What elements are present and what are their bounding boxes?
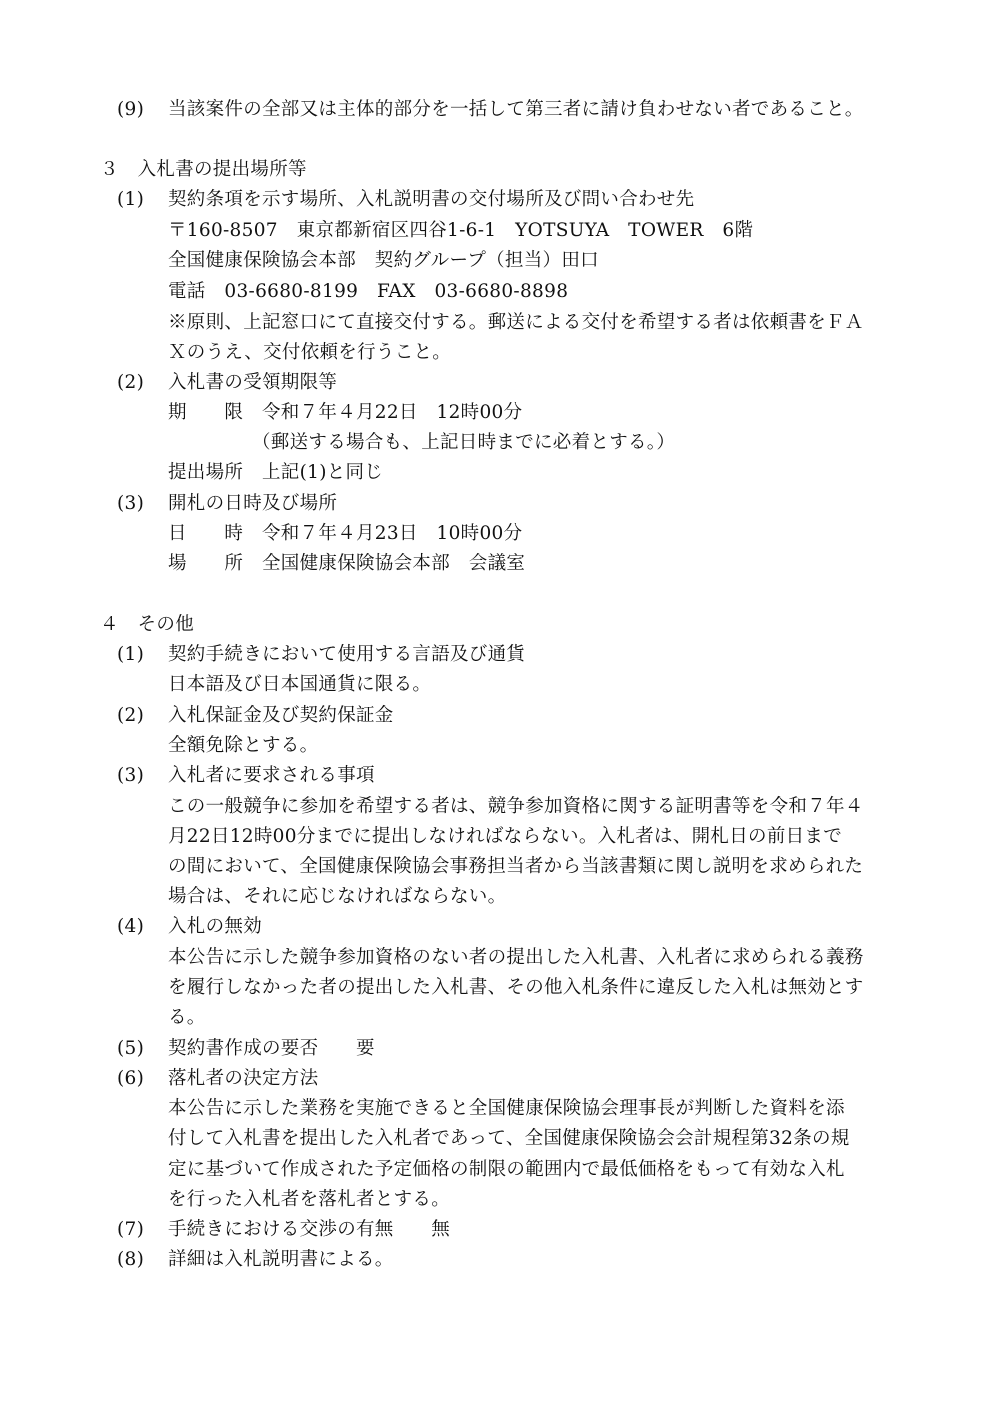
s4-item-2-number: (2) <box>117 705 145 726</box>
s4-item-3-number: (3) <box>117 765 145 786</box>
s4-item-5-number: (5) <box>117 1038 145 1059</box>
s3-item-3-title: 開札の日時及び場所 <box>168 493 338 514</box>
s4-item-6-line-3: 定に基づいて作成された予定価格の制限の範囲内で最低価格をもって有効な入札 <box>168 1159 845 1180</box>
s4-item-4-line-3: る。 <box>168 1007 206 1028</box>
s4-item-4-number: (4) <box>117 916 145 937</box>
s4-item-3-line-2: 月22日12時00分までに提出しなければならない。入札者は、開札日の前日まで <box>168 826 843 847</box>
item-9-number: (9) <box>117 99 145 120</box>
s4-item-6-title: 落札者の決定方法 <box>168 1068 319 1089</box>
s3-item-2-number: (2) <box>117 372 145 393</box>
s3-item-1-department: 全国健康保険協会本部 契約グループ（担当）田口 <box>168 250 599 271</box>
s3-item-2-title: 入札書の受領期限等 <box>168 372 338 393</box>
s4-item-4-title: 入札の無効 <box>168 916 263 937</box>
s3-item-1-address: 〒160-8507 東京都新宿区四谷1-6-1 YOTSUYA TOWER 6階 <box>168 220 754 241</box>
s3-item-2-deadline: 期 限 令和７年４月22日 12時00分 <box>168 402 523 423</box>
s4-item-6-number: (6) <box>117 1068 145 1089</box>
s3-item-3-datetime: 日 時 令和７年４月23日 10時00分 <box>168 523 523 544</box>
section-4-heading: ４ その他 <box>100 614 195 635</box>
s3-item-1-number: (1) <box>117 189 145 210</box>
s4-item-8-title: 詳細は入札説明書による。 <box>168 1249 394 1270</box>
s4-item-7-number: (7) <box>117 1219 145 1240</box>
s4-item-2-line-1: 全額免除とする。 <box>168 735 319 756</box>
s3-item-1-note-line-1: ※原則、上記窓口にて直接交付する。郵送による交付を希望する者は依頼書をＦＡ <box>168 312 864 333</box>
s4-item-1-line-1: 日本語及び日本国通貨に限る。 <box>168 674 432 695</box>
s3-item-1-note-line-2: Ｘのうえ、交付依頼を行うこと。 <box>168 342 452 363</box>
s4-item-1-number: (1) <box>117 644 145 665</box>
section-3-heading: ３ 入札書の提出場所等 <box>100 159 307 180</box>
s4-item-2-title: 入札保証金及び契約保証金 <box>168 705 394 726</box>
s4-item-6-line-2: 付して入札書を提出した入札者であって、全国健康保険協会会計規程第32条の規 <box>168 1128 850 1149</box>
s4-item-3-title: 入札者に要求される事項 <box>168 765 375 786</box>
item-9-text: 当該案件の全部又は主体的部分を一括して第三者に請け負わせない者であること。 <box>168 99 864 120</box>
s4-item-6-line-1: 本公告に示した業務を実施できると全国健康保険協会理事長が判断した資料を添 <box>168 1098 845 1119</box>
s4-item-8-number: (8) <box>117 1249 145 1270</box>
s4-item-6-line-4: を行った入札者を落札者とする。 <box>168 1189 451 1210</box>
s4-item-5-title: 契約書作成の要否 要 <box>168 1038 375 1059</box>
s4-item-4-line-2: を履行しなかった者の提出した入札書、その他入札条件に違反した入札は無効とす <box>168 977 864 998</box>
s4-item-1-title: 契約手続きにおいて使用する言語及び通貨 <box>168 644 526 665</box>
s4-item-4-line-1: 本公告に示した競争参加資格のない者の提出した入札書、入札者に求められる義務 <box>168 947 864 968</box>
s4-item-3-line-1: この一般競争に参加を希望する者は、競争参加資格に関する証明書等を令和７年４ <box>168 796 864 817</box>
s3-item-1-title: 契約条項を示す場所、入札説明書の交付場所及び問い合わせ先 <box>168 189 695 210</box>
s3-item-2-place: 提出場所 上記(1)と同じ <box>168 462 384 483</box>
s4-item-7-title: 手続きにおける交渉の有無 無 <box>168 1219 451 1240</box>
s3-item-2-deadline-note: （郵送する場合も、上記日時までに必着とする。） <box>252 432 676 453</box>
s3-item-1-phone: 電話 03-6680-8199 FAX 03-6680-8898 <box>168 281 569 302</box>
s4-item-3-line-3: の間において、全国健康保険協会事務担当者から当該書類に関し説明を求められた <box>168 856 864 877</box>
s3-item-3-place: 場 所 全国健康保険協会本部 会議室 <box>168 553 526 574</box>
s4-item-3-line-4: 場合は、それに応じなければならない。 <box>168 886 507 907</box>
s3-item-3-number: (3) <box>117 493 145 514</box>
